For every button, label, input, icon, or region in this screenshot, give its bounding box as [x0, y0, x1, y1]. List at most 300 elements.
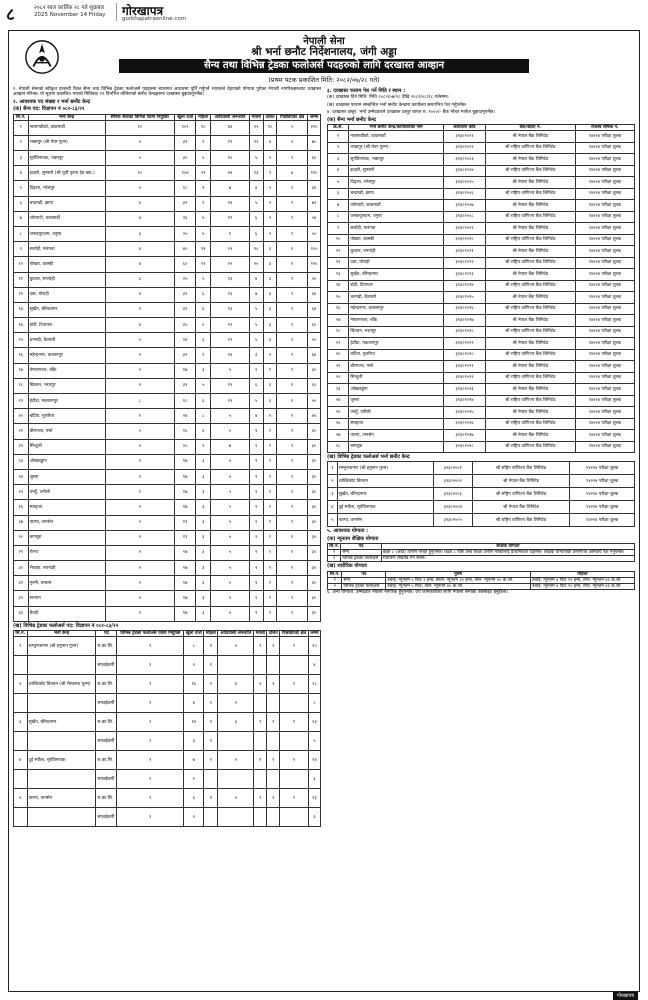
- table-cell: १: [204, 713, 218, 732]
- table-cell: ३०: [308, 530, 321, 545]
- table-cell: २: [117, 713, 184, 732]
- table-cell: २: [105, 576, 174, 591]
- table-cell: श्री नेपाल बैंक लिमिटेड: [486, 315, 576, 327]
- table-row: [328, 338, 635, 350]
- table-cell: [254, 694, 267, 713]
- table-row: [328, 234, 635, 246]
- table-row: [328, 384, 635, 396]
- table-row: [14, 272, 321, 287]
- table-cell: ८: [14, 226, 29, 241]
- table-cell: २: [249, 515, 263, 530]
- table-cell: १०: [196, 120, 211, 135]
- table-cell: ६: [196, 333, 211, 348]
- table-cell: १२: [211, 378, 249, 393]
- table-cell: ८: [328, 211, 349, 223]
- table-cell: २: [218, 637, 254, 656]
- table-row: [328, 303, 635, 315]
- table-cell: १४२२४ परीक्षा शुल्क: [575, 349, 634, 361]
- table-cell: २०: [174, 439, 195, 454]
- table-cell: ३२३०२००५: [433, 514, 472, 527]
- table-cell: १: [277, 561, 308, 576]
- table-cell: स्याङ्जा: [28, 500, 105, 515]
- table-cell: १४: [328, 280, 349, 292]
- table-cell: १: [267, 713, 280, 732]
- table-row: [328, 257, 635, 269]
- table-cell: २: [249, 591, 263, 606]
- table-row: [14, 424, 321, 439]
- table-row: [14, 732, 321, 751]
- table-row: [328, 475, 635, 488]
- table-cell: ५: [249, 151, 263, 166]
- section-2-heading: २. आवश्यक पद संख्या र भर्ना छनौट केन्द्र: [13, 98, 91, 105]
- table-cell: ३२३०१००८: [443, 211, 485, 223]
- table-cell: ५: [211, 606, 249, 621]
- table-cell: विभिन्न ट्रेडका फलोअर्स: [342, 583, 386, 589]
- table-cell: ३०: [308, 561, 321, 576]
- table-cell: [267, 732, 280, 751]
- table-row: [14, 394, 321, 409]
- table-row: [14, 196, 321, 211]
- table-cell: १: [277, 151, 308, 166]
- table-cell: बर्दिया, गुलरिया: [28, 409, 105, 424]
- table-cell: १२: [328, 257, 349, 269]
- website-link[interactable]: gorkhapatraonline.com: [122, 16, 187, 22]
- table-header-cell: सि.नं.: [15, 631, 26, 637]
- table-cell: २: [105, 500, 174, 515]
- table-cell: ३: [14, 713, 28, 732]
- table-cell: ११: [328, 246, 349, 258]
- table-cell: सुर्खेत, बीरेन्द्रनगर: [349, 269, 444, 281]
- table-cell: १२: [211, 333, 249, 348]
- table-cell: [254, 808, 267, 827]
- table-header-cell: जम्मा: [310, 631, 319, 637]
- table-cell: ३०: [308, 515, 321, 530]
- table-cell: १४२२४ परीक्षा शुल्क: [575, 154, 634, 166]
- table-cell: दाङ, घोराही: [28, 287, 105, 302]
- table-cell: १७: [174, 591, 195, 606]
- table-cell: ५०: [308, 333, 321, 348]
- table-cell: [14, 808, 28, 827]
- table-cell: १: [196, 135, 211, 150]
- table-cell: ६: [196, 287, 211, 302]
- table-cell: ५: [211, 469, 249, 484]
- table-cell: १४२२४ परीक्षा शुल्क: [575, 257, 634, 269]
- table-row: [14, 515, 321, 530]
- table-cell: १: [277, 454, 308, 469]
- table-cell: [280, 656, 309, 675]
- table-cell: श्री राष्ट्रिय वाणिज्य बैंक लिमिटेड: [486, 165, 576, 177]
- table-cell: ३०: [308, 591, 321, 606]
- table-cell: उचाई: न्यूनतम ४ फिट ११ इन्च, तौल: न्यूनतम ४६ के.जी.: [530, 577, 634, 583]
- table-cell: २२: [211, 242, 249, 257]
- table-cell: १: [204, 694, 218, 713]
- table-cell: १४२२४ परीक्षा शुल्क: [575, 142, 634, 154]
- table-cell: १०: [211, 151, 249, 166]
- table-cell: १४२२४ परीक्षा शुल्क: [575, 211, 634, 223]
- table-cell: २: [328, 556, 341, 562]
- table-row: [14, 181, 321, 196]
- table-cell: ३२३०१०२४: [443, 395, 485, 407]
- table-cell: ३०: [308, 363, 321, 378]
- table-cell: १: [267, 789, 280, 808]
- table-cell: २८: [328, 441, 349, 453]
- table-cell: ४०: [174, 242, 195, 257]
- table-cell: १४२२४ परीक्षा शुल्क: [575, 165, 634, 177]
- table-cell: २०: [249, 257, 263, 272]
- table-cell: चन्द्रगढी, झापा: [28, 196, 105, 211]
- table-cell: श्री नेपाल बैंक लिमिटेड: [486, 177, 576, 189]
- table-row: [328, 501, 635, 514]
- table-cell: ६: [249, 226, 263, 241]
- table-cell: १: [277, 211, 308, 226]
- table-row: [14, 211, 321, 226]
- section-3-text-2: (ख) दरखास्त फाराम सम्बन्धित भर्ना छनौट केन्द्रमा कार्यालय समयभित्र पेश गर्नुपर्नेछ।: [327, 102, 467, 108]
- table-row: [328, 142, 635, 154]
- table-cell: १४२२४ परीक्षा शुल्क: [575, 338, 634, 350]
- table-cell: श्री नेपाल बैंक लिमिटेड: [486, 269, 576, 281]
- table-cell: ६४: [308, 302, 321, 317]
- table-cell: १०: [14, 257, 29, 272]
- table-cell: ८: [196, 409, 211, 424]
- table-cell: श्री नेपाल बैंक लिमिटेड: [486, 430, 576, 442]
- table-row: [328, 200, 635, 212]
- table-row: [14, 656, 321, 675]
- table-cell: [27, 694, 96, 713]
- table-cell: ३: [196, 469, 211, 484]
- table-cell: श्री नेपाल बैंक लिमिटेड: [486, 361, 576, 373]
- table-cell: श्री नेपाल बैंक लिमिटेड: [486, 407, 576, 419]
- table-cell: १७: [174, 363, 195, 378]
- table-row: [328, 246, 635, 258]
- table-cell: १२०: [308, 257, 321, 272]
- table-cell: ३: [249, 348, 263, 363]
- table-cell: ४: [263, 135, 277, 150]
- table-cell: २६: [14, 500, 29, 515]
- table-header-cell: भर्ना केन्द्र: [27, 631, 96, 637]
- table-cell: ९: [211, 226, 249, 241]
- table-cell: २: [105, 348, 174, 363]
- table-cell: १४२२४ परीक्षा शुल्क: [575, 303, 634, 315]
- table-cell: २२: [328, 372, 349, 384]
- table-cell: १६: [14, 348, 29, 363]
- table-cell: १४२२४ परीक्षा शुल्क: [575, 177, 634, 189]
- section-4-text: ४. दरखास्त दस्तुर: भर्ना उम्मेदवारले दरखास्त दस्तुर बापत रु. १०००/- बैंक भौचर मार्फत बुझाउनुपर्नेछ।: [327, 110, 495, 116]
- table-cell: श्री राष्ट्रिय वाणिज्य बैंक लिमिटेड: [486, 142, 576, 154]
- table-cell: १४२२४ परीक्षा शुल्क: [575, 292, 634, 304]
- table-cell: १०: [308, 637, 320, 656]
- table-cell: सफाईकर्मी: [96, 656, 117, 675]
- table-cell: १: [263, 530, 277, 545]
- table-cell: ३: [196, 485, 211, 500]
- table-cell: ३: [263, 287, 277, 302]
- table-cell: २: [263, 409, 277, 424]
- table-cell: पाल्पा, तानसेन: [349, 430, 444, 442]
- table-row: [14, 318, 321, 333]
- table-cell: १: [14, 637, 28, 656]
- table-cell: ३२३०२००३: [433, 488, 472, 501]
- table-cell: २: [105, 606, 174, 621]
- table-cell: १२: [196, 242, 211, 257]
- table-cell: ३: [196, 591, 211, 606]
- table-header-cell: दलित: [268, 631, 278, 637]
- table-cell: २: [249, 530, 263, 545]
- table-cell: १४२२४ परीक्षा शुल्क: [575, 372, 634, 384]
- table-header-cell: भर्ना छनौट केन्द्र/कार्यालयको नाम: [349, 125, 444, 131]
- table-cell: ३२३०१०१४: [443, 280, 485, 292]
- table-row: [14, 789, 321, 808]
- table-cell: २१: [14, 424, 29, 439]
- table-cell: १०: [105, 120, 174, 135]
- table-cell: ८: [184, 637, 204, 656]
- table-cell: १: [277, 409, 308, 424]
- table-row: [328, 430, 635, 442]
- header-divider: [116, 3, 117, 21]
- table-cell: १: [277, 272, 308, 287]
- table-cell: श्री राष्ट्रिय वाणिज्य बैंक लिमिटेड: [486, 257, 576, 269]
- table-cell: ५: [14, 181, 29, 196]
- table-cell: १: [254, 637, 267, 656]
- table-cell: जनकपुरधाम, धनुषा: [349, 211, 444, 223]
- table-cell: ३२३०१००१: [443, 131, 485, 143]
- table-cell: १३: [328, 269, 349, 281]
- section-3-heading: ३. दरखास्त फाराम पेश गर्ने मिति र स्थान :: [327, 88, 406, 94]
- table-cell: २: [105, 591, 174, 606]
- table-cell: १: [277, 439, 308, 454]
- table-row: [328, 556, 635, 562]
- table-cell: स.का.सि.: [96, 751, 117, 770]
- table-cell: २: [249, 606, 263, 621]
- table-cell: १५: [14, 333, 29, 348]
- table-cell: ४: [14, 751, 28, 770]
- table-cell: ४: [105, 257, 174, 272]
- table-cell: धनगढी, कैलाली: [28, 333, 105, 348]
- table-cell: ३०: [308, 500, 321, 515]
- table-cell: १: [204, 789, 218, 808]
- table-cell: १: [263, 485, 277, 500]
- table-cell: ४: [184, 694, 204, 713]
- table-cell: २२: [14, 439, 29, 454]
- table-header-cell: आदिवासी जनजाति: [211, 114, 249, 120]
- table-cell: ४: [105, 211, 174, 226]
- table-row: [14, 287, 321, 302]
- table-cell: १४२२४ परीक्षा शुल्क: [575, 418, 634, 430]
- table-row: [14, 606, 321, 621]
- table-cell: १: [277, 226, 308, 241]
- publish-date: (प्रथम पटक प्रकाशित मिति: २०८२/०७/२८ गते): [268, 76, 380, 84]
- table-cell: पाल्पा, तानसेन: [28, 515, 105, 530]
- table-cell: ५०: [308, 226, 321, 241]
- table-cell: श्री नेपाल बैंक लिमिटेड: [486, 154, 576, 166]
- table-cell: [254, 656, 267, 675]
- table-cell: श्री राष्ट्रिय वाणिज्य बैंक लिमिटेड: [486, 303, 576, 315]
- table-cell: [204, 770, 218, 789]
- table-cell: १: [14, 120, 29, 135]
- table-cell: ११: [211, 211, 249, 226]
- table-cell: २५: [14, 485, 29, 500]
- physical-table: [327, 571, 635, 590]
- table-cell: जोरपाटी, काठमाडौं: [349, 200, 444, 212]
- army-posts-subheading: (क) सैन्य पद: विज्ञापन नं ०८२-८३/२१: [13, 106, 85, 113]
- table-cell: १४२२४ परीक्षा शुल्क: [570, 475, 635, 488]
- table-cell: जोरपाटी, काठमाडौं: [28, 211, 105, 226]
- table-cell: २: [105, 469, 174, 484]
- table-cell: २३: [14, 454, 29, 469]
- table-cell: ३२३०१००४: [443, 165, 485, 177]
- table-cell: सुर्खेत, बीरेन्द्रनगर: [28, 302, 105, 317]
- table-cell: श्री नेपाल बैंक लिमिटेड: [486, 200, 576, 212]
- table-cell: श्री राष्ट्रिय वाणिज्य बैंक लिमिटेड: [486, 326, 576, 338]
- table-cell: १: [277, 181, 308, 196]
- table-header-cell: दलित: [263, 114, 277, 120]
- table-cell: ३२३०१००७: [443, 200, 485, 212]
- table-cell: ३२३०१०१९: [443, 338, 485, 350]
- table-cell: २१: [328, 361, 349, 373]
- table-cell: १: [280, 751, 309, 770]
- table-cell: १४२२४ परीक्षा शुल्क: [570, 462, 635, 475]
- table-cell: इटहरी, सुनसरी (श्री पूर्वी पृतना हेड क्वा.): [28, 166, 105, 181]
- table-cell: १४२२४ परीक्षा शुल्क: [575, 326, 634, 338]
- table-cell: २६: [174, 211, 195, 226]
- table-cell: २: [105, 515, 174, 530]
- table-cell: ७: [249, 287, 263, 302]
- table-cell: ५: [211, 363, 249, 378]
- table-cell: ४: [105, 287, 174, 302]
- table-cell: १९: [14, 394, 29, 409]
- table-header-cell: सि.नं.: [329, 544, 340, 550]
- table-header-cell: क्र.सं.: [328, 125, 349, 131]
- table-header-cell: पद: [342, 571, 386, 577]
- table-cell: २: [105, 181, 174, 196]
- left-column: [13, 87, 321, 827]
- table-cell: १६: [328, 303, 349, 315]
- table-cell: नेपालगञ्ज, बाँके: [28, 363, 105, 378]
- table-cell: ३२३०१००६: [443, 188, 485, 200]
- table-cell: १: [263, 561, 277, 576]
- table-row: [328, 514, 635, 527]
- table-row: [14, 770, 321, 789]
- table-header-cell: विभिन्न ट्रेडका फलोअर्स पदमा नियुक्ति: [117, 631, 184, 637]
- table-cell: ३६: [308, 181, 321, 196]
- table-cell: १: [277, 530, 308, 545]
- table-cell: १४: [211, 348, 249, 363]
- table-cell: १३: [308, 789, 320, 808]
- table-cell: २: [249, 363, 263, 378]
- table-row: [14, 120, 321, 135]
- table-cell: श्री नेपाल बैंक लिमिटेड: [486, 338, 576, 350]
- table-cell: १३: [211, 302, 249, 317]
- table-cell: १७: [174, 561, 195, 576]
- table-cell: ५: [249, 318, 263, 333]
- table-cell: [254, 732, 267, 751]
- table-header-cell: जम्मा: [308, 114, 321, 120]
- table-header-cell: भर्ना केन्द्र: [28, 114, 105, 120]
- table-cell: सफाईकर्मी: [96, 808, 117, 827]
- table-cell: २: [328, 475, 338, 488]
- table-cell: २: [263, 348, 277, 363]
- table-cell: १२: [211, 394, 249, 409]
- bank-table: [327, 124, 635, 453]
- table-cell: ३२३०१०२५: [443, 407, 485, 419]
- table-cell: ३: [184, 732, 204, 751]
- table-cell: ३: [196, 561, 211, 576]
- table-cell: स.का.सि.: [96, 713, 117, 732]
- table-cell: ३२३०१०१७: [443, 315, 485, 327]
- table-row: [14, 675, 321, 694]
- table-cell: डोटी, दिपायल: [349, 280, 444, 292]
- table-cell: श्री राष्ट्रिय वाणिज्य बैंक लिमिटेड: [486, 234, 576, 246]
- table-header-cell: महिला: [205, 631, 216, 637]
- table-cell: श्री राष्ट्रिय वाणिज्य बैंक लिमिटेड: [472, 462, 570, 475]
- table-cell: २०: [14, 409, 29, 424]
- table-cell: २: [263, 226, 277, 241]
- table-cell: [280, 808, 309, 827]
- table-cell: ३२: [14, 591, 29, 606]
- table-cell: दुई स्याँला, सूर्यविनायक: [27, 751, 96, 770]
- table-cell: १: [277, 424, 308, 439]
- table-cell: २७: [328, 430, 349, 442]
- table-cell: ६: [249, 211, 263, 226]
- table-row: [14, 637, 321, 656]
- table-cell: [267, 656, 280, 675]
- table-row: [328, 315, 635, 327]
- table-cell: १२: [196, 257, 211, 272]
- table-cell: श्री राष्ट्रिय वाणिज्य बैंक लिमिटेड: [472, 514, 570, 527]
- table-cell: १४२२४ परीक्षा शुल्क: [575, 384, 634, 396]
- table-cell: १: [277, 500, 308, 515]
- table-cell: २: [196, 181, 211, 196]
- table-cell: ३: [328, 154, 349, 166]
- table-cell: श्री नेपाल बैंक लिमिटेड: [486, 246, 576, 258]
- table-cell: बुटवल, रुपन्देही: [349, 246, 444, 258]
- table-cell: १: [117, 732, 184, 751]
- table-cell: १४२२४ परीक्षा शुल्क: [570, 501, 635, 514]
- table-cell: २: [204, 675, 218, 694]
- table-cell: ६: [14, 196, 29, 211]
- table-cell: ६: [184, 789, 204, 808]
- table-cell: २: [263, 181, 277, 196]
- table-row: [328, 280, 635, 292]
- table-row: [328, 441, 635, 453]
- table-cell: १२: [211, 318, 249, 333]
- table-cell: श्री राष्ट्रिय वाणिज्य बैंक लिमिटेड: [486, 395, 576, 407]
- table-cell: ४: [105, 196, 174, 211]
- table-cell: ६: [328, 188, 349, 200]
- table-cell: २३: [308, 713, 320, 732]
- table-cell: १: [204, 656, 218, 675]
- table-row: [14, 226, 321, 241]
- table-cell: श्री नेपाल बैंक लिमिटेड: [472, 475, 570, 488]
- table-cell: १: [263, 454, 277, 469]
- table-cell: १६: [174, 424, 195, 439]
- table-cell: १०: [263, 120, 277, 135]
- table-cell: हेटौंडा, मकवानपुर: [349, 338, 444, 350]
- table-header-cell: कार्यालय कोड: [443, 125, 485, 131]
- table-cell: बर्दिया, गुलरिया: [349, 349, 444, 361]
- table-cell: २: [218, 751, 254, 770]
- table-cell: सल्यान: [28, 591, 105, 606]
- table-cell: ५: [277, 120, 308, 135]
- table-cell: सफाईकर्मी: [96, 770, 117, 789]
- table-cell: १४२२४ परीक्षा शुल्क: [575, 430, 634, 442]
- table-cell: २: [105, 454, 174, 469]
- table-cell: सिन्धुली: [349, 372, 444, 384]
- table-header-cell: राजस्व शीर्षक नं.: [575, 125, 634, 131]
- table-cell: सम्भुनाथगण (श्री हनुमान गुल्म): [337, 462, 433, 475]
- table-cell: [280, 770, 309, 789]
- table-cell: ३: [263, 378, 277, 393]
- table-cell: १: [204, 637, 218, 656]
- table-cell: २४: [174, 333, 195, 348]
